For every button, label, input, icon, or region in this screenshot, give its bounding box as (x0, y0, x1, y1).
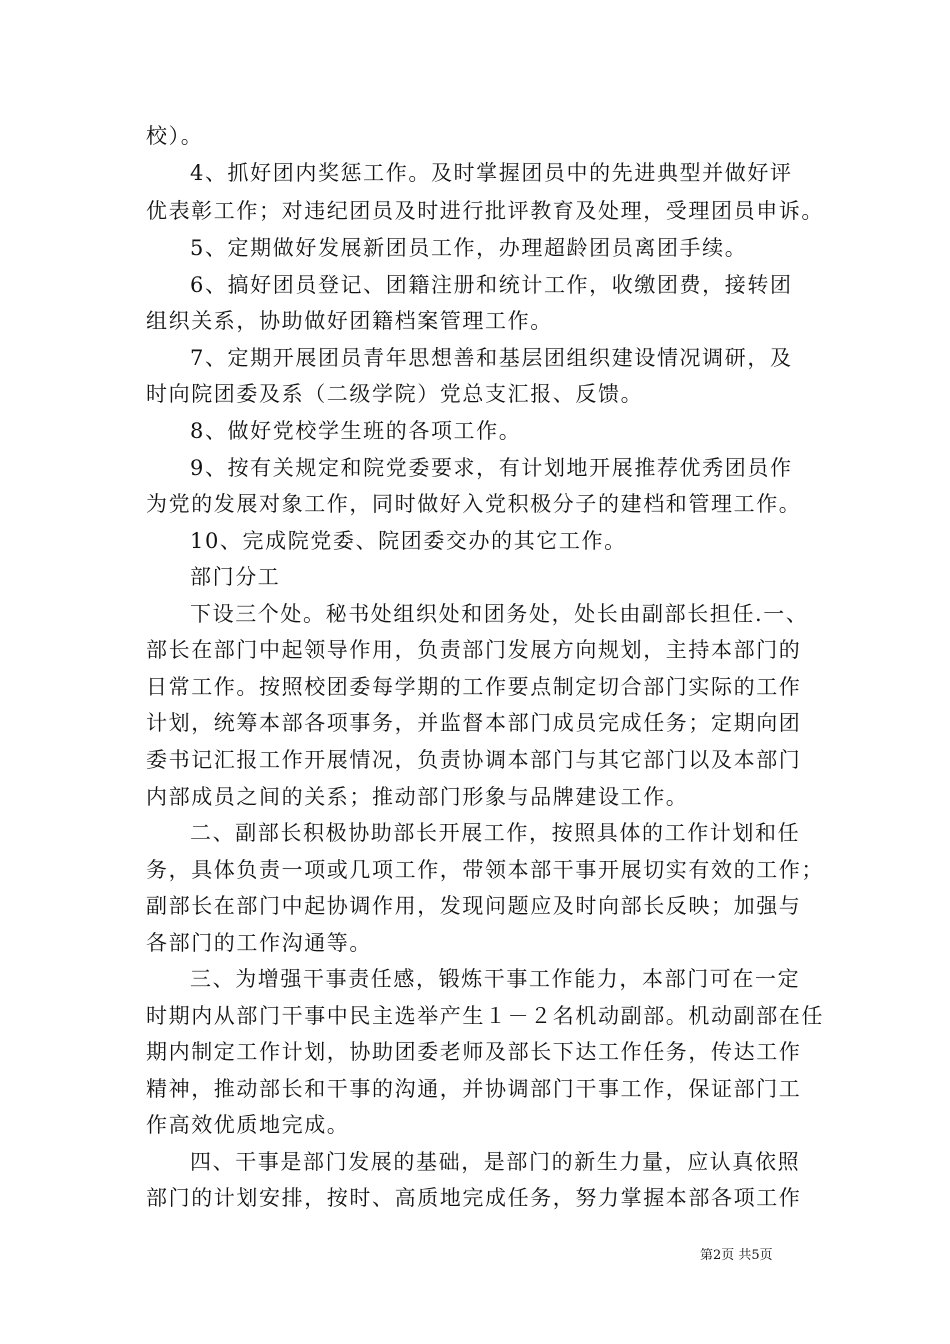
text-line: 二、副部长积极协助部长开展工作，按照具体的工作计划和任 (190, 821, 801, 845)
text-line: 时期内从部门干事中民主选举产生１－２名机动副部。机动副部在任 (146, 1004, 824, 1028)
text-line: 部门的计划安排，按时、高质地完成任务，努力掌握本部各项工作 (146, 1186, 802, 1210)
text-line: 务，具体负责一项或几项工作，带领本部干事开展切实有效的工作； (146, 858, 824, 882)
section-heading: 部门分工 (190, 565, 281, 589)
text-line: 组织关系，协助做好团籍档案管理工作。 (146, 309, 553, 333)
text-line: 9、按有关规定和院党委要求，有计划地开展推荐优秀团员作 (190, 456, 793, 480)
text-line: 4、抓好团内奖惩工作。及时掌握团员中的先进典型并做好评 (190, 161, 793, 185)
text-line: 5、定期做好发展新团员工作，办理超龄团员离团手续。 (190, 236, 748, 260)
text-line: 校）。 (146, 124, 204, 148)
text-line: 日常工作。按照校团委每学期的工作要点制定切合部门实际的工作 (146, 675, 802, 699)
text-line: 7、定期开展团员青年思想善和基层团组织建设情况调研，及 (190, 346, 793, 370)
text-line: 为党的发展对象工作，同时做好入党积极分子的建档和管理工作。 (146, 492, 802, 516)
text-line: 各部门的工作沟通等。 (146, 931, 372, 955)
text-line: 8、做好党校学生班的各项工作。 (190, 419, 522, 443)
text-line: 10、完成院党委、院团委交办的其它工作。 (190, 529, 627, 553)
text-line: 计划，统筹本部各项事务，并监督本部门成员完成任务；定期向团 (146, 711, 802, 735)
text-line: 委书记汇报工作开展情况，负责协调本部门与其它部门以及本部门 (146, 748, 802, 772)
text-line: 时向院团委及系（二级学院）党总支汇报、反馈。 (146, 382, 644, 406)
text-line: 三、为增强干事责任感，锻炼干事工作能力，本部门可在一定 (190, 967, 801, 991)
text-line: 优表彰工作；对违纪团员及时进行批评教育及处理，受理团员申诉。 (146, 199, 824, 223)
text-line: 内部成员之间的关系；推动部门形象与品牌建设工作。 (146, 785, 689, 809)
text-line: 四、干事是部门发展的基础，是部门的新生力量，应认真依照 (190, 1150, 801, 1174)
text-line: 副部长在部门中起协调作用，发现问题应及时向部长反映；加强与 (146, 894, 802, 918)
page-number-footer: 第2页 共5页 (700, 1248, 773, 1263)
text-line: 6、搞好团员登记、团籍注册和统计工作，收缴团费，接转团 (190, 273, 793, 297)
text-line: 下设三个处。秘书处组织处和团务处，处长由副部长担任.一、 (190, 602, 809, 626)
text-line: 作高效优质地完成。 (146, 1113, 350, 1137)
text-line: 期内制定工作计划，协助团委老师及部长下达工作任务，传达工作 (146, 1040, 802, 1064)
text-line: 精神，推动部长和干事的沟通，并协调部门干事工作，保证部门工 (146, 1077, 802, 1101)
text-line: 部长在部门中起领导作用，负责部门发展方向规划，主持本部门的 (146, 638, 802, 662)
